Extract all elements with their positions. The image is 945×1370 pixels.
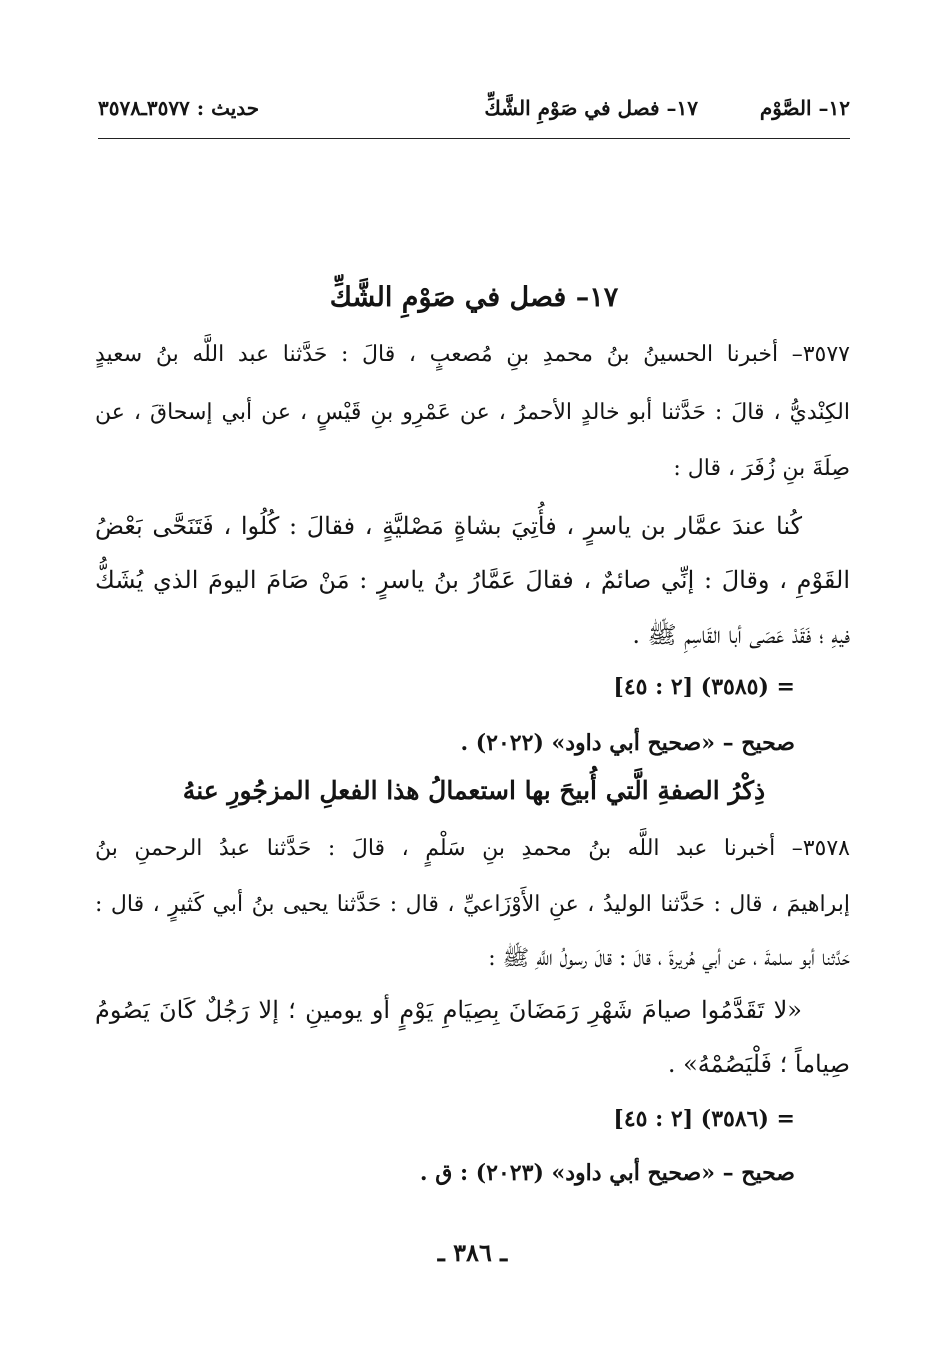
section-subheading: ذِكْرُ الصفةِ الَّتي أُبيحَ بها استعمالُ هذا الفعلِ المزجُورِ عنهُ: [182, 776, 766, 805]
hadith-3577-isnad-line-2: الكِنْديُّ ، قالَ : حَدَّثنا أبو خالدٍ الأحمرُ ، عن عَمْرِو بنِ قَيْسٍ ، عن أبي إسحاقَ ، عن: [95, 400, 850, 425]
hadith-3578-reference: = (٣٥٨٦) [٢ : ٤٥]: [613, 1106, 795, 1132]
hadith-3578-isnad-line-3: حَدَّثنا أبو سلمةَ ، عن أبي هُريرةَ ، قالَ : قالَ رسولُ اللَّهِ ﷺ :: [488, 946, 850, 971]
hadith-3577-isnad-line-1: ٣٥٧٧– أخبرنا الحسينُ بنُ محمدِ بنِ مُصعبٍ ، قالَ : حَدَّثنا عبد اللَّه بنُ سعيدٍ: [95, 342, 850, 367]
running-header: [98, 96, 850, 136]
hadith-3578-isnad-line-2: إبراهيمَ ، قال : حَدَّثنا الوليدُ ، عنِ الأَوْزَاعيِّ ، قال : حَدَّثنا يحيى بنُ أبي كَثيرٍ ، قال :: [95, 892, 850, 917]
page-number: ـ ٣٨٦ ـ: [437, 1238, 508, 1267]
header-chapter-title: ١٧– فصل في صَوْمِ الشَّكِّ: [484, 96, 698, 120]
hadith-3577-matn-line-2: القَوْمِ ، وقالَ : إنِّي صائمٌ ، فقالَ عَمَّارُ بنُ ياسرٍ : مَنْ صَامَ اليومَ الذي يُشَكُّ: [95, 566, 850, 594]
hadith-3578-isnad-line-1: ٣٥٧٨– أخبرنا عبد اللَّه بنُ محمدِ بنِ سَلْمٍ ، قالَ : حَدَّثنا عبدُ الرحمنِ بنُ: [95, 836, 850, 861]
hadith-3577-isnad-line-3: صِلَةَ بنِ زُفَرَ ، قال :: [673, 456, 850, 481]
header-hadith-range: حديث : ٣٥٧٧ـ٣٥٧٨: [98, 96, 260, 120]
hadith-3577-reference: = (٣٥٨٥) [٢ : ٤٥]: [613, 674, 795, 700]
chapter-heading: ١٧– فصل في صَوْمِ الشَّكِّ: [329, 282, 619, 313]
hadith-3577-matn-line-1: كُنا عندَ عمَّار بن ياسرٍ ، فأُتِيَ بشاةٍ مَصْليَّةٍ ، فقالَ : كُلُوا ، فَتَنَحَّى بَعْضُ: [95, 512, 802, 540]
hadith-3578-grade: صحيح – «صحيح أبي داود» (٢٠٢٣) : ق .: [419, 1160, 795, 1186]
hadith-3578-matn-line-2: صِياماً ؛ فَلْيَصُمْهُ» .: [667, 1050, 850, 1078]
header-divider: [98, 138, 850, 139]
header-book-title: ١٢– الصَّوْم: [759, 96, 850, 120]
hadith-3578-matn-line-1: «لا تَقَدَّمُوا صيامَ شَهْرِ رَمَضَانَ بِصِيَامِ يَوْمٍ أو يومينِ ؛ إلا رَجُلٌ كَانَ يَصُومُ: [95, 996, 802, 1024]
hadith-3577-matn-line-3: فيهِ ؛ فَقَدْ عَصَى أبا القَاسِمِ ﷺ .: [632, 621, 850, 649]
hadith-3577-grade: صحيح – «صحيح أبي داود» (٢٠٢٢) .: [460, 730, 795, 756]
